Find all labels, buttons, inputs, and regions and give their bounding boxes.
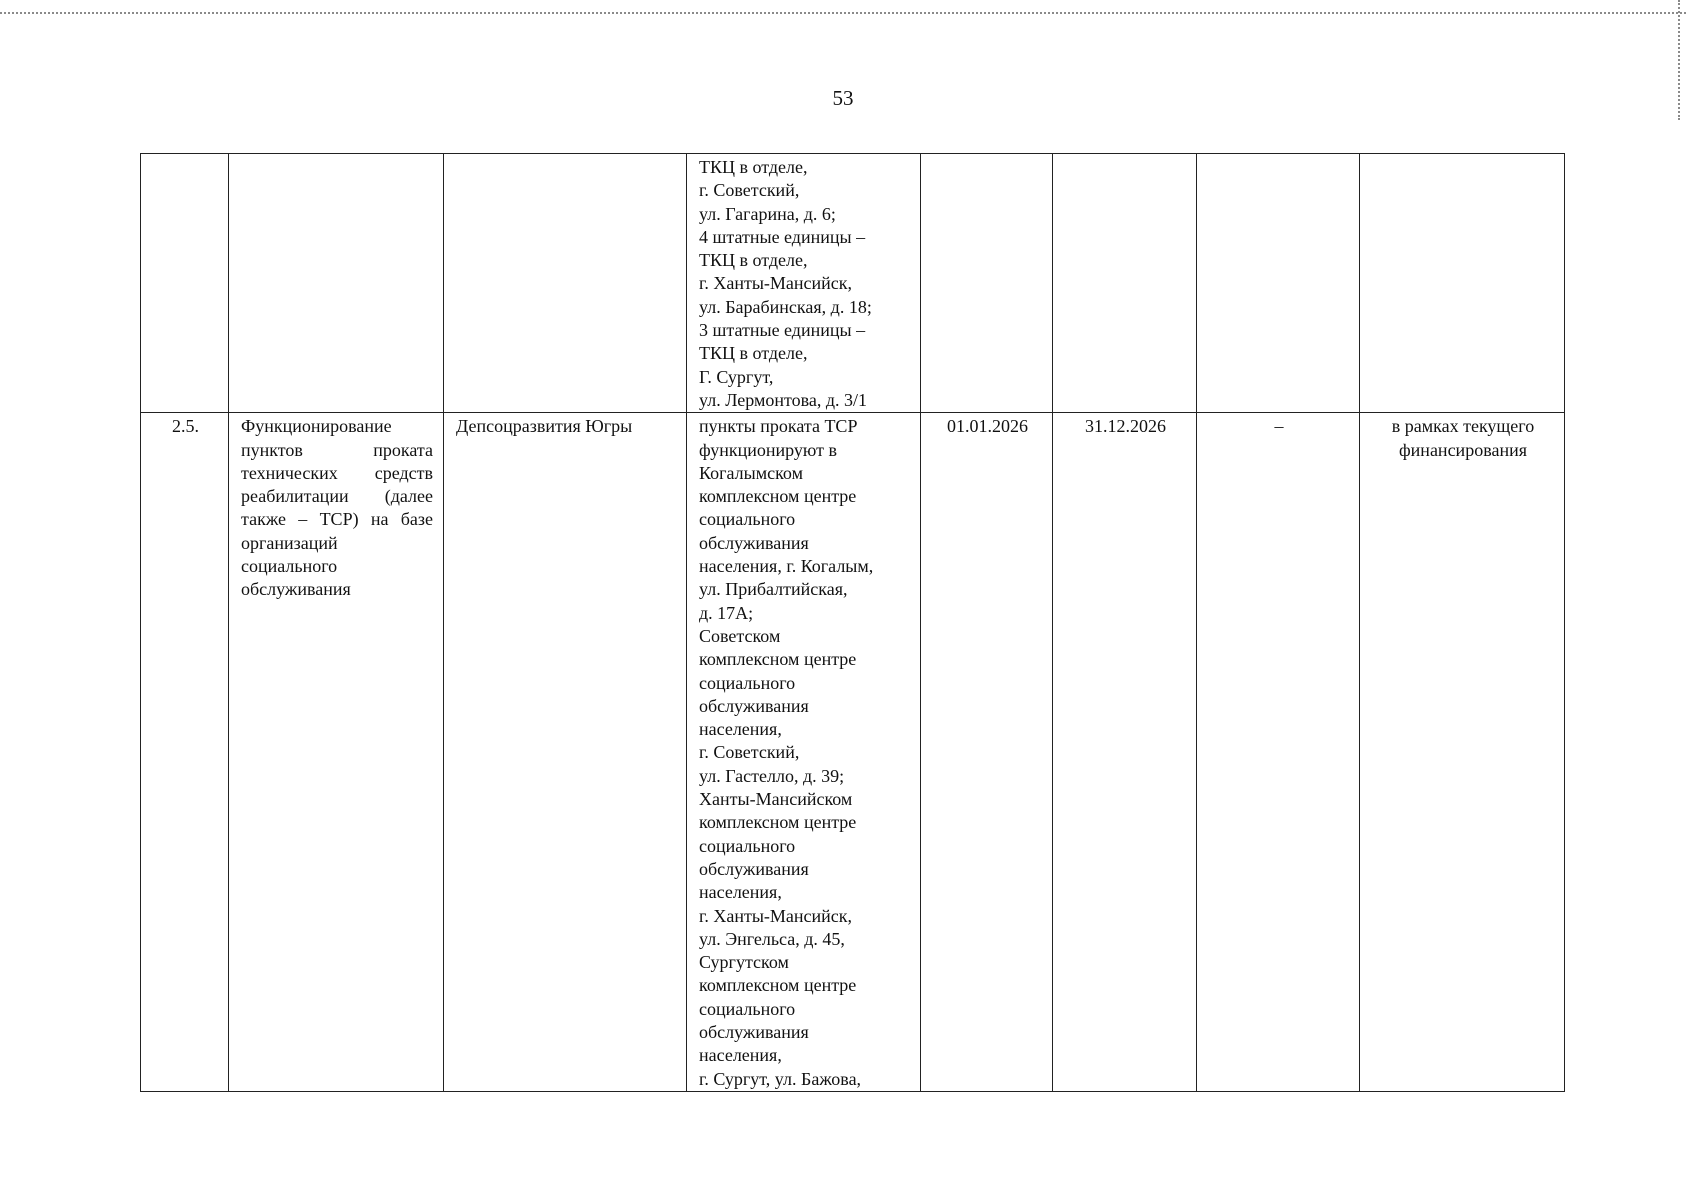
- description-line: социального: [699, 672, 796, 693]
- description-line: ул. Гастелло, д. 39;: [699, 765, 845, 786]
- description-line: населения,: [699, 719, 782, 740]
- description-line: ул. Энгельса, д. 45,: [699, 928, 845, 949]
- scan-edge-top: [0, 12, 1686, 14]
- description-line: обслуживания: [699, 1021, 809, 1042]
- name-line: реабилитации (далее: [241, 486, 433, 507]
- description-line: ул. Гагарина, д. 6;: [699, 203, 836, 224]
- description-line: ул. Прибалтийская,: [699, 579, 848, 600]
- description-lines-continued: [699, 156, 910, 412]
- cell-end-date: [1053, 413, 1197, 1092]
- description-line: комплексном центре: [699, 812, 857, 833]
- description-line: пункты проката ТСР: [699, 416, 858, 437]
- description-line: функционируют в: [699, 439, 837, 460]
- name-line: также – ТСР) на базе: [241, 509, 433, 530]
- description-line: социального: [699, 835, 796, 856]
- description-line: населения, г. Когалым,: [699, 556, 874, 577]
- name-line: обслуживания: [241, 579, 351, 600]
- description-line: г. Ханты-Мансийск,: [699, 273, 853, 294]
- description-line: ТКЦ в отделе,: [699, 343, 808, 364]
- description-line: г. Советский,: [699, 180, 800, 201]
- description-lines: [699, 415, 910, 1091]
- description-line: населения,: [699, 882, 782, 903]
- cell-start-date: [921, 413, 1053, 1092]
- row-number: 2.5.: [172, 416, 199, 437]
- cell-name: [229, 413, 444, 1092]
- description-line: ул. Лермонтова, д. 3/1: [699, 389, 868, 410]
- cell-end-date-empty: [1053, 154, 1197, 413]
- name-line: организаций: [241, 532, 338, 553]
- cell-financing-empty: [1360, 154, 1565, 413]
- cell-name-empty: [229, 154, 444, 413]
- description-line: комплексном центре: [699, 486, 857, 507]
- table-row-2-5: [141, 413, 1565, 1092]
- financing-line: финансирования: [1399, 439, 1527, 460]
- description-line: д. 17А;: [699, 602, 754, 623]
- description-line: социального: [699, 998, 796, 1019]
- description-line: г. Советский,: [699, 742, 800, 763]
- description-line: комплексном центре: [699, 975, 857, 996]
- name-line: технических средств: [241, 462, 433, 483]
- description-line: комплексном центре: [699, 649, 857, 670]
- description-line: социального: [699, 509, 796, 530]
- executor: Депсоцразвития Югры: [456, 416, 633, 437]
- cell-financing: [1360, 413, 1565, 1092]
- name-line: Функционирование: [241, 416, 392, 437]
- description-line: Когалымском: [699, 462, 803, 483]
- description-line: г. Сургут, ул. Бажова,: [699, 1068, 862, 1089]
- cell-number-empty: [141, 154, 229, 413]
- name-line: социального: [241, 556, 338, 577]
- description-line: 4 штатные единицы –: [699, 226, 866, 247]
- description-line: ТКЦ в отделе,: [699, 250, 808, 271]
- description-line: обслуживания: [699, 858, 809, 879]
- amount-dash: –: [1274, 416, 1284, 437]
- page-number: 53: [832, 86, 854, 110]
- description-line: ул. Барабинская, д. 18;: [699, 296, 872, 317]
- start-date: 01.01.2026: [947, 416, 1028, 437]
- description-line: Сургутском: [699, 952, 789, 973]
- description-line: Ханты-Мансийском: [699, 789, 853, 810]
- table-row-continuation: [141, 154, 1565, 413]
- cell-amount: [1197, 413, 1360, 1092]
- end-date: 31.12.2026: [1085, 416, 1166, 437]
- description-line: обслуживания: [699, 532, 809, 553]
- cell-description: [687, 413, 921, 1092]
- cell-description-continued: [687, 154, 921, 413]
- description-line: Советском: [699, 625, 781, 646]
- description-line: Г. Сургут,: [699, 366, 774, 387]
- program-table: [140, 153, 1565, 1092]
- description-line: г. Ханты-Мансийск,: [699, 905, 853, 926]
- description-line: 3 штатные единицы –: [699, 320, 866, 341]
- cell-executor-empty: [444, 154, 687, 413]
- name-line: пунктов проката: [241, 439, 433, 460]
- description-line: ТКЦ в отделе,: [699, 157, 808, 177]
- financing-line: в рамках текущего: [1391, 416, 1535, 437]
- activity-name: [241, 415, 433, 601]
- cell-number: [141, 413, 229, 1092]
- cell-executor: [444, 413, 687, 1092]
- cell-amount-empty: [1197, 154, 1360, 413]
- cell-start-date-empty: [921, 154, 1053, 413]
- description-line: обслуживания: [699, 695, 809, 716]
- description-line: населения,: [699, 1045, 782, 1066]
